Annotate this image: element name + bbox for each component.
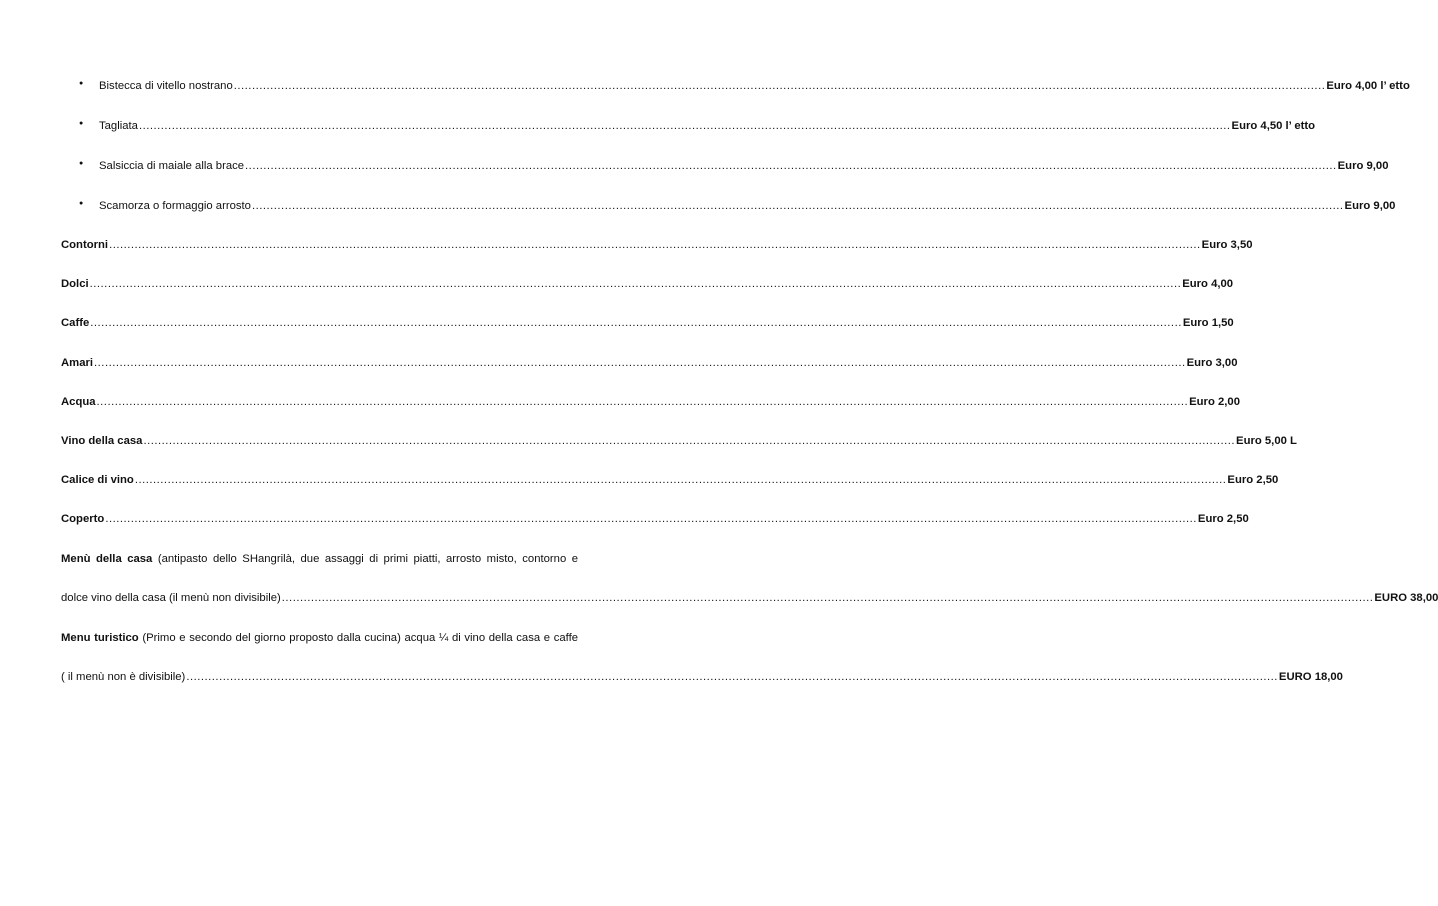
item-name: Vino della casa [61, 435, 143, 447]
leader-dots: ............................................................................................................................................................................................................................................................................................................ [109, 239, 1201, 251]
item-name: Scamorza o formaggio arrosto [99, 200, 251, 212]
item-price: Euro 5,00 L [1236, 435, 1297, 447]
item-price: Euro 9,00 [1337, 160, 1389, 172]
menu-turistico-title: Menu turistico [61, 632, 139, 644]
item-price: Euro 1,50 [1182, 317, 1234, 330]
menu-sub-item [79, 200, 1396, 216]
item-price: Euro 3,00 [1186, 356, 1238, 369]
bullet-icon: ● [79, 160, 84, 167]
menu-casa-desc2: dolce vino della casa (il menù non divisibile) [61, 592, 281, 604]
menu-sub-item [79, 80, 1410, 96]
menu-turistico-price: EURO 18,00 [1278, 671, 1343, 683]
item-price: Euro 9,00 [1344, 200, 1396, 212]
item-name: Tagliata [99, 120, 138, 132]
menu-item [61, 278, 1234, 294]
menu-item [61, 435, 1297, 451]
menu-sub-item [79, 120, 1316, 136]
menu-item [61, 317, 1234, 333]
leader-dots: ............................................................................................................................................................................................................................................................................................................ [245, 160, 1337, 172]
leader-dots: ............................................................................................................................................................................................................................................................................................................ [134, 474, 1227, 487]
leader-dots: ............................................................................................................................................................................................................................................................................................................ [233, 80, 1326, 92]
menu-turistico-line2 [61, 671, 1343, 687]
item-name: Acqua [61, 395, 96, 408]
menu-casa-price: EURO 38,00 [1374, 592, 1438, 604]
menu-item [61, 395, 1240, 412]
item-name: Dolci [61, 278, 89, 291]
item-price: Euro 4,50 l’ etto [1231, 120, 1316, 132]
item-price: Euro 2,00 [1189, 395, 1240, 408]
item-name: Amari [61, 356, 94, 369]
item-name: Coperto [61, 513, 105, 526]
menu-casa-title: Menù della casa [61, 553, 153, 565]
bullet-icon: ● [79, 80, 84, 87]
menu-item [61, 474, 1279, 490]
bullet-icon: ● [79, 200, 84, 207]
menu-casa-line2 [61, 592, 1438, 608]
menu-turistico-desc: (Primo e secondo del giorno proposto dalla cucina) acqua ¼ di vino della casa e caffe [142, 632, 578, 644]
item-name: Bistecca di vitello nostrano [99, 80, 233, 92]
bullet-icon: ● [79, 120, 84, 127]
leader-dots: ............................................................................................................................................................................................................................................................................................................ [89, 278, 1182, 291]
menu-casa-line1 [61, 553, 578, 565]
item-name: Calice di vino [61, 474, 134, 487]
menu-turistico-line1 [61, 632, 578, 644]
menu-item [61, 513, 1249, 529]
item-price: Euro 3,50 [1201, 239, 1253, 251]
item-price: Euro 4,00 [1182, 278, 1234, 291]
menu-item [61, 356, 1238, 373]
menu-turistico-desc2: ( il menù non è divisibile) [61, 671, 186, 683]
leader-dots: ............................................................................................................................................................................................................................................................................................................ [186, 671, 1278, 683]
leader-dots: ............................................................................................................................................................................................................................................................................................................ [281, 592, 1374, 604]
leader-dots: ............................................................................................................................................................................................................................................................................................................ [90, 317, 1182, 330]
leader-dots: ............................................................................................................................................................................................................................................................................................................ [251, 200, 1344, 212]
leader-dots: ............................................................................................................................................................................................................................................................................................................ [105, 513, 1197, 526]
menu-sub-item [79, 160, 1389, 176]
leader-dots: ............................................................................................................................................................................................................................................................................................................ [94, 356, 1186, 369]
item-price: Euro 4,00 l’ etto [1326, 80, 1410, 92]
item-price: Euro 2,50 [1227, 474, 1279, 487]
item-price: Euro 2,50 [1197, 513, 1249, 526]
leader-dots: ............................................................................................................................................................................................................................................................................................................ [143, 435, 1236, 447]
item-name: Caffe [61, 317, 90, 330]
leader-dots: ............................................................................................................................................................................................................................................................................................................ [96, 395, 1189, 408]
item-name: Salsiccia di maiale alla brace [99, 160, 245, 172]
leader-dots: ............................................................................................................................................................................................................................................................................................................ [138, 120, 1231, 132]
item-name: Contorni [61, 239, 109, 251]
menu-casa-desc: (antipasto dello SHangrilà, due assaggi di primi piatti, arrosto misto, contorno e [157, 553, 578, 565]
menu-item [61, 239, 1253, 255]
